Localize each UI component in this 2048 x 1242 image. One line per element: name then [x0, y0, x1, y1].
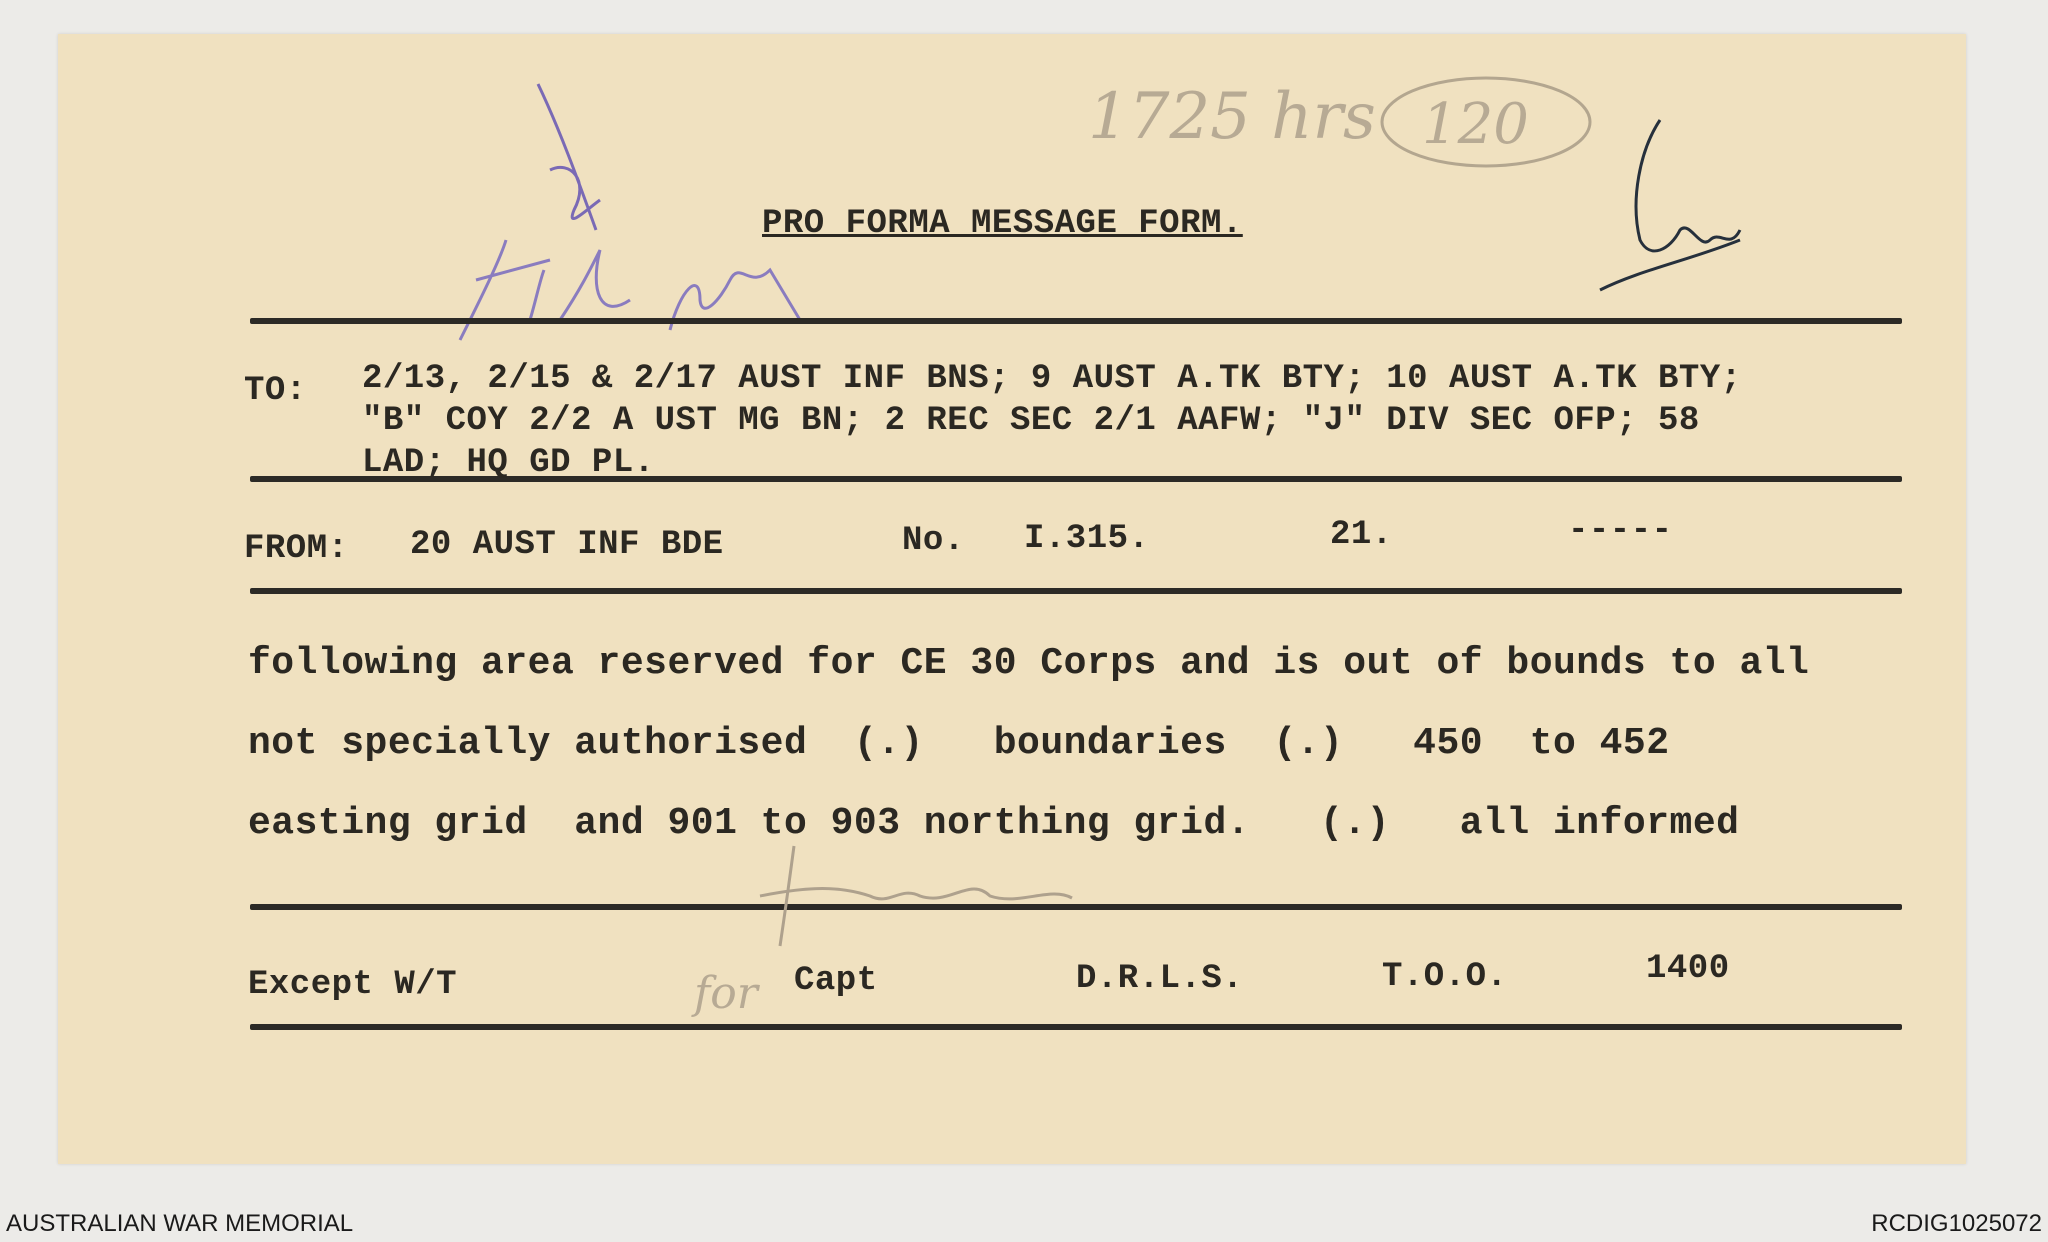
capt-label: Capt [794, 962, 878, 1000]
officer-signature [750, 836, 1080, 956]
footer-left-credit: AUSTRALIAN WAR MEMORIAL [6, 1210, 354, 1237]
handwritten-circled-number: 120 [1422, 92, 1529, 157]
rule-1 [250, 318, 1902, 324]
handwritten-for: for [694, 968, 758, 1019]
time-value: 1400 [1646, 950, 1730, 988]
from-label: FROM: [244, 530, 349, 568]
dash-placeholder: ----- [1568, 512, 1673, 550]
to-line-3: LAD; HQ GD PL. [362, 444, 655, 482]
drls-label: D.R.L.S. [1076, 960, 1244, 998]
initials-signature [1560, 110, 1760, 300]
rule-3 [250, 588, 1902, 594]
to-line-2: "B" COY 2/2 A UST MG BN; 2 REC SEC 2/1 AAFW; "J" DIV SEC OFP; 58 [362, 402, 1700, 440]
rule-5 [250, 1024, 1902, 1030]
message-line-3: easting grid and 901 to 903 northing grid. (.) all informed [248, 802, 1740, 845]
message-line-1: following area reserved for CE 30 Corps and is out of bounds to all [248, 642, 1810, 685]
handwritten-time-note: 1725 hrs [1088, 80, 1376, 154]
from-value: 20 AUST INF BDE [410, 526, 724, 564]
to-line-1: 2/13, 2/15 & 2/17 AUST INF BNS; 9 AUST A.TK BTY; 10 AUST A.TK BTY; [362, 360, 1742, 398]
to-label: TO: [244, 372, 307, 410]
form-title: PRO FORMA MESSAGE FORM. [762, 205, 1243, 243]
day-value: 21. [1330, 516, 1393, 554]
message-line-2: not specially authorised (.) boundaries (.) 450 to 452 [248, 722, 1670, 765]
except-label: Except W/T [248, 966, 458, 1004]
too-label: T.O.O. [1382, 958, 1508, 996]
number-label: No. [902, 522, 965, 560]
number-value: I.315. [1024, 520, 1150, 558]
footer-right-id: RCDIG1025072 [1871, 1210, 2042, 1237]
